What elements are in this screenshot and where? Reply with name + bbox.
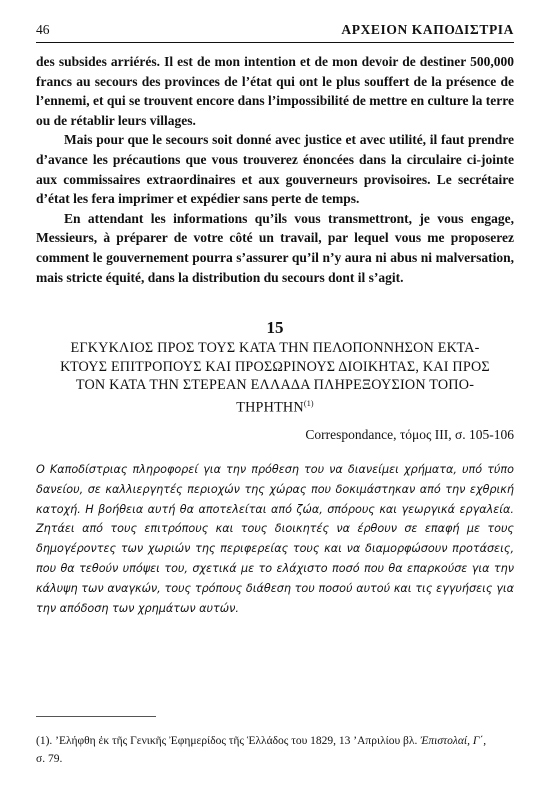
running-title: ΑΡΧΕΙΟΝ ΚΑΠΟΔΙΣΤΡΙΑ [341,22,514,37]
page-number: 46 [36,22,50,37]
document-summary: Ο Καποδίστριας πληροφορεί για την πρόθεση του να διανείμει χρήματα, υπό τύπο δανείου, σε καλλιεργητές περιοχών της χώρας που δοκιμάστηκαν από την εχθρική κατοχή. Η βοήθεια αυτή θα αποτελείται από ζώα, σπόρους και γεωργικά εργαλεία. Ζητάει από τους επιτρόπους και τους διοικητές να έρθουν σε επαφή με τους δημογέροντες των χωριών της περιφερείας τους και να διαμορφώσουν προτάσεις, που θα τεθούν υπόψει του, σχετικά με το ελάχιστο ποσό που θα επαρκούσε για την κάλυψη των αναγκών, τους τρόπους διάθεση του ποσού αυτού και τις εγγυήσεις για την απόδοση των χρημάτων αυτών. [36,463,514,615]
heading-line: ΤΟΝ ΚΑΤΑ ΤΗΝ ΣΤΕΡΕΑΝ ΕΛΛΑΔΑ ΠΛΗΡΕΞΟΥΣΙΟΝ ΤΟΠΟ- [75,377,475,394]
source-citation: Correspondance, τόμος ΙΙΙ, σ. 105-106 [305,427,514,442]
footnote-marker: (1) [303,398,314,408]
footnote [36,732,514,768]
footnote-tail: , [483,735,487,747]
french-paragraph: des subsides arriérés. Il est de mon intention et de mon devoir de destiner 500,000 francs au secours des provinces de l’état qui ont le plus souffert de la présence de l’ennemi, et qui se trouvent encore dans l’impossibilité de mettre en culture la terre ou de rétablir leurs villages. [36,54,514,128]
document-heading [36,339,514,417]
heading-line-text: ΤΗΡΗΤΗΝ [236,399,304,416]
french-letter-text [36,52,514,287]
heading-line: ΕΓΚΥΚΛΙΟΣ ΠΡΟΣ ΤΟΥΣ ΚΑΤΑ ΤΗΝ ΠΕΛΟΠΟΝΝΗΣΟΝ ΕΚΤΑ- [70,340,480,356]
footnote-text: (1). ’Ελήφθη ἐκ τῆς Γενικῆς Ἐφημερίδος τῆς Ἑλλάδος του 1829, 13 ’Απριλίου βλ. [36,735,421,747]
french-paragraph: En attendant les informations qu’ils vous transmettront, je vous engage, Messieurs, à préparer de votre côté un travail, par lequel vous me proposerez comment le gouvernement pourra s’assurer qu’il n’y aura ni abus ni malversation, mais stricte équité, dans la distribution du secours dont il s’agit. [36,210,514,285]
footnote-rule [36,716,156,717]
heading-line: ΚΤΟΥΣ ΕΠΙΤΡΟΠΟΥΣ ΚΑΙ ΠΡΟΣΩΡΙΝΟΥΣ ΔΙΟΙΚΗΤΑΣ, ΚΑΙ ΠΡΟΣ [60,358,490,375]
french-paragraph: Mais pour que le secours soit donné avec justice et avec utilité, il faut prendre d’avance les précautions que vous trouverez énoncées dans la circulaire ci-jointe aux commissaires extraordinaires et aux gouverneurs provisoires. Le secrétaire d’état les fera imprimer et expédier sans perte de temps. [36,132,514,207]
document-number: 15 [266,318,284,337]
heading-line [36,395,514,417]
footnote-line2: σ. 79. [36,753,63,765]
header-rule [36,42,514,43]
running-head [36,22,514,40]
footnote-italic: Ἐπιστολαί, Γ΄ [420,735,484,747]
